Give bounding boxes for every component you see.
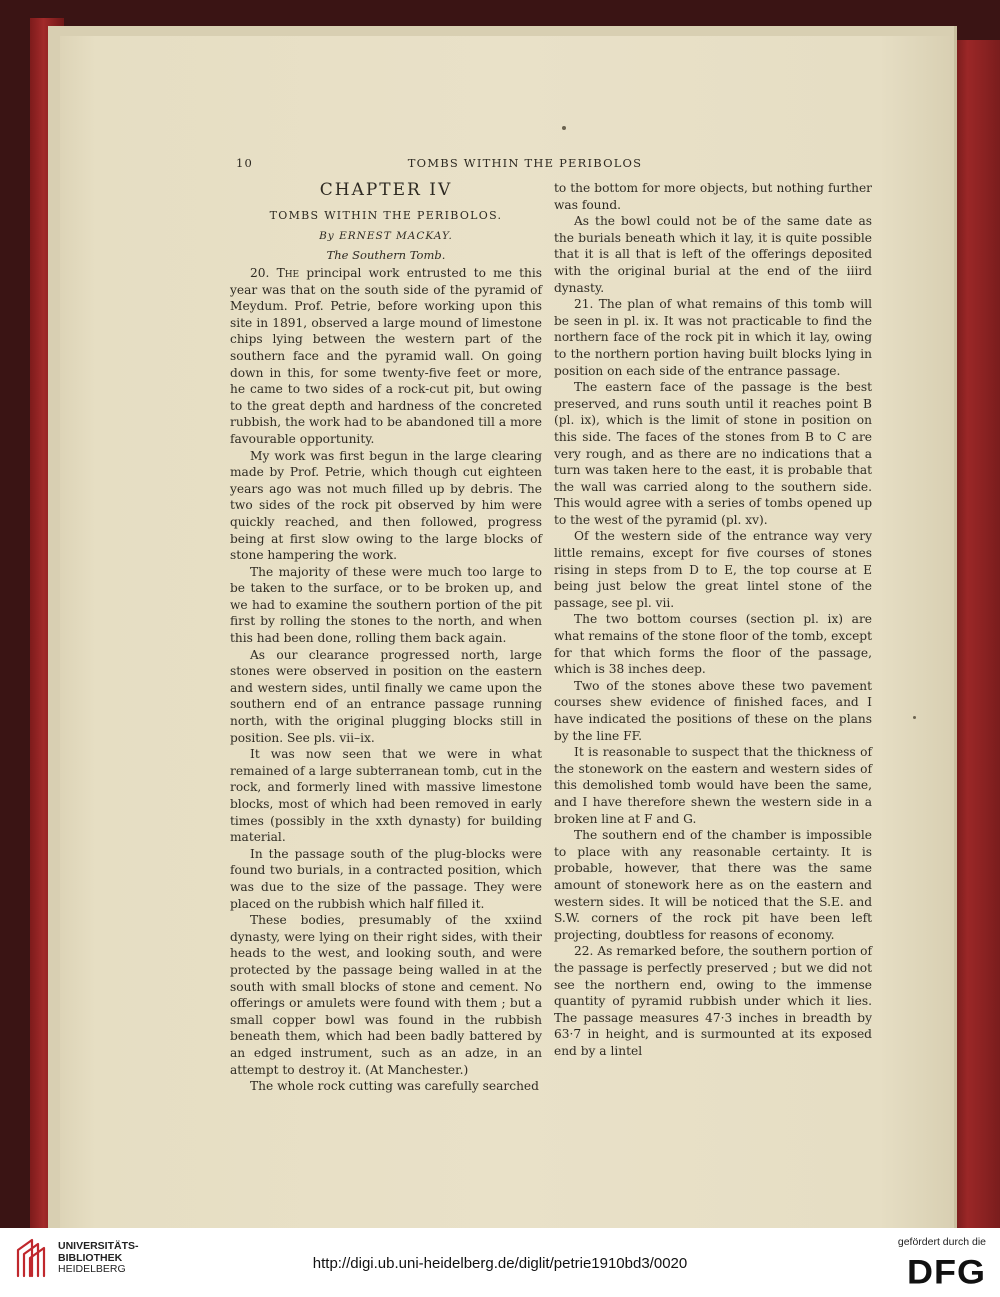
institution-line: HEIDELBERG [58,1263,126,1275]
right-column [554,180,872,1059]
paragraph: It was now seen that we were in what remained of a large subterranean tomb, cut in the rock, and formerly lined with massive limestone blocks, most of which had been removed in early times (possibly in the xxth dynasty) for building material. [230,747,542,845]
paragraph: As the bowl could not be of the same date as the burials beneath which it lay, it is quite possible that it is all that is left of the offerings deposited with the original burial at the end of the iiird dynasty. [554,214,872,295]
paragraph: The eastern face of the passage is the best preserved, and runs south until it reaches point B (pl. ix), which is the limit of stone in position on this side. The faces of the stones from B to C are very rough, and as there are no indications that a turn was taken here to the east, it is probable that the wall was carried along to the southern side. This would agree with a series of tombs opened up to the west of the pyramid (pl. xv). [554,380,872,527]
institution-line: UNIVERSITÄTS- [58,1240,139,1252]
chapter-title: CHAPTER IV [319,180,453,200]
paragraph: It is reasonable to suspect that the thickness of the stonework on the eastern and western sides of this demolished tomb would have been the same, and I have therefore shewn the western side in a broken line at F and G. [554,745,872,826]
paragraph: The majority of these were much too large to be taken to the surface, or to be broken up, and we had to examine the southern portion of the pit first by rolling the stones to the north, and when this had been done, rolling them back again. [230,564,542,646]
paragraph: In the passage south of the plug-blocks were found two burials, in a contracted position, which was due to the size of the passage. They were placed on the rubbish which half filled it. [230,846,542,911]
paragraph [230,265,542,448]
paragraph: These bodies, presumably of the xxiind dynasty, were lying on their right sides, with their heads to the west, and looking south, and were protected by the passage being walled in at the south with small blocks of stone and cement. No offerings or amulets were found with them ; but a small copper bowl was found in the rubbish beneath them, which had been badly battered by an edged instrument, such as an adze, in an attempt to destroy it. (At Manchester.) [230,913,542,1077]
left-column [230,180,542,1095]
page-mark [562,126,566,130]
book-page [60,36,950,1228]
author-byline: By ERNEST MACKAY. [319,230,453,242]
paragraph: 21. The plan of what remains of this tomb will be seen in pl. ix. It was not practicable to find the northern face of the rock pit in which it lay, owing to the northern portion having built blocks lying in position on each side of the entrance passage. [554,297,872,378]
paragraph: 22. As remarked before, the southern portion of the passage is perfectly preserved ; but we did not see the northern end, owing to the immense quantity of pyramid rubbish under which it lies. The passage measures 47·3 inches in breadth by 63·7 in height, and is surmounted at its exposed end by a lintel [554,944,872,1058]
chapter-subtitle: TOMBS WITHIN THE PERIBOLOS. [269,209,503,222]
paragraph: Two of the stones above these two pavement courses shew evidence of finished faces, and I have indicated the positions of these on the plans by the line FF. [554,678,872,743]
paragraph-lead-word: The [276,266,300,280]
permalink-url[interactable]: http://digi.ub.uni-heidelberg.de/diglit/petrie1910bd3/0020 [312,1255,688,1272]
paragraph-number: 20. [250,266,270,280]
page-number: 10 [236,156,254,170]
paragraph: The two bottom courses (section pl. ix) are what remains of the stone floor of the tomb, except for that which forms the floor of the passage, which is 38 inches deep. [554,612,872,677]
paragraph: As our clearance progressed north, large stones were observed in position on the eastern and western sides, until finally we came upon the southern end of an entrance passage running north, with the original plugging blocks still in position. See pls. vii–ix. [230,647,542,745]
funder-label: gefördert durch die [897,1236,986,1248]
running-title: TOMBS WITHIN THE PERIBOLOS [407,156,643,170]
paragraph-text: principal work entrusted to me this year was that on the south side of the pyramid of Meydum. Prof. Petrie, before working upon this site in 1891, observed a large mound of limestone chips lying between the western part of the southern face and the pyramid wall. On going down in this, for some twenty-five feet or more, he came to two sides of a rock-cut pit, but owing to the great depth and hardness of the concreted rubbish, the work had to be abandoned till a more favourable opportunity. [230,266,542,446]
paragraph: to the bottom for more objects, but nothing further was found. [554,181,872,212]
paragraph: My work was first begun in the large clearing made by Prof. Petrie, which though cut eighteen years ago was not much filled up by debris. The two sides of the rock pit observed by him were quickly reached, and then followed, progress being at first slow owing to the large blocks of stone hampering the work. [230,448,542,563]
paragraph: Of the western side of the entrance way very little remains, except for five courses of stones rising in steps from D to E, the top course at E being just below the great lintel stone of the passage, see pl. vii. [554,529,872,610]
paragraph: The southern end of the chamber is impossible to place with any reasonable certainty. It is probable, however, that there was the same amount of stonework here as on the eastern and western sides. It will be noticed that the S.E. and S.W. corners of the rock pit have been left projecting, doubtless for reasons of economy. [554,828,872,942]
running-head [60,156,950,174]
viewer-footer [0,1228,1000,1297]
dfg-logo[interactable]: DFG [907,1252,986,1291]
page-mark [913,716,916,719]
institution-line: BIBLIOTHEK [58,1251,123,1264]
paragraph: The whole rock cutting was carefully searched [250,1079,539,1094]
section-heading: The Southern Tomb. [326,248,446,262]
